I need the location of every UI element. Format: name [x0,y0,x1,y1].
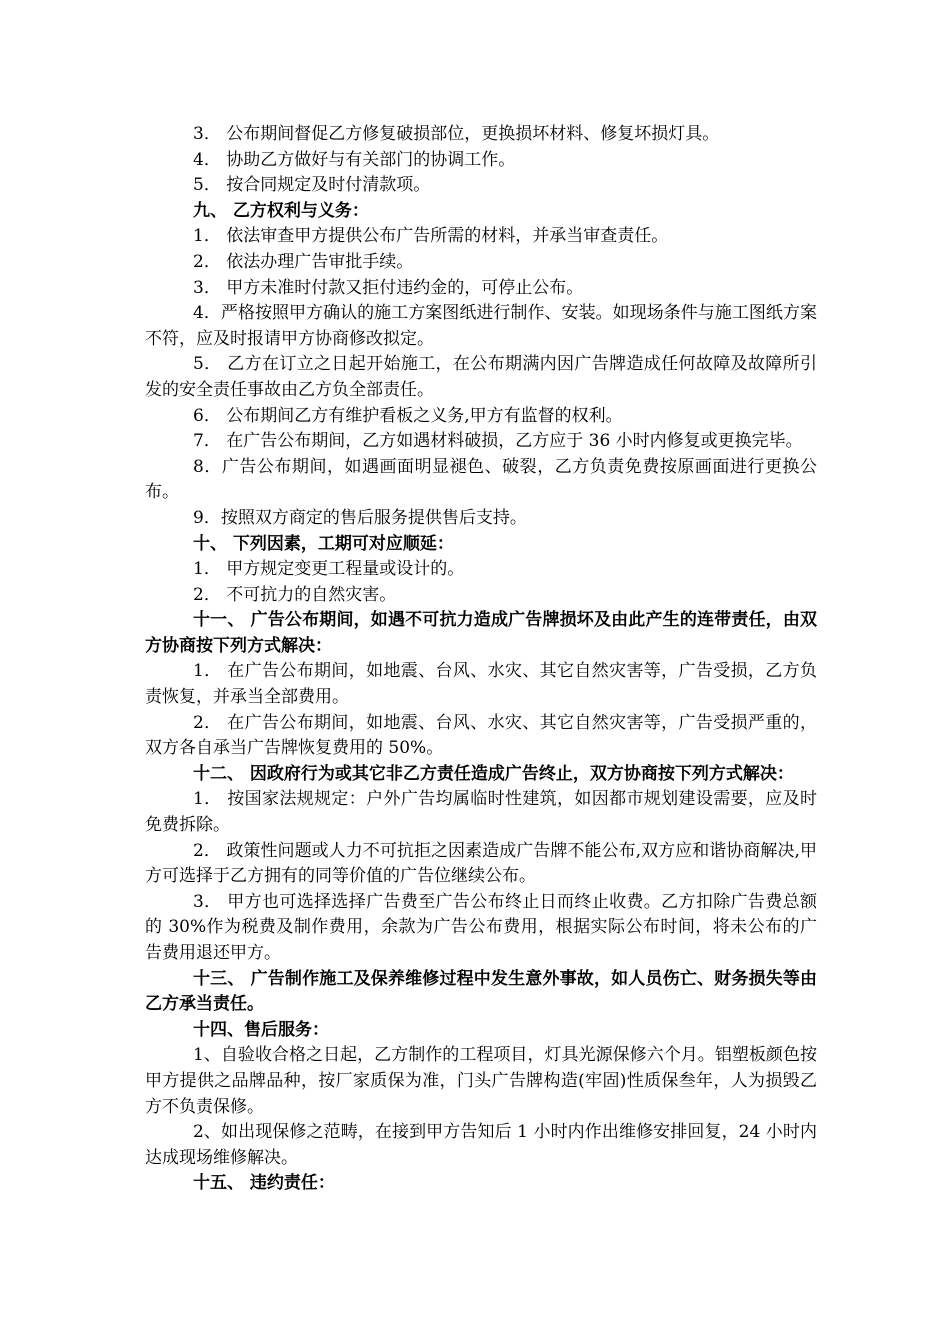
paragraph: 2． 政策性问题或人力不可抗拒之因素造成广告牌不能公布,双方应和谐协商解决,甲方可选择于乙方拥有的同等价值的广告位继续公布。 [145,840,817,887]
section-heading: 十二、 因政府行为或其它非乙方责任造成广告终止，双方协商按下列方式解决： [193,763,794,784]
section-heading: 十一、 广告公布期间，如遇不可抗力造成广告牌损坏及由此产生的连带责任，由双方协商按下列方式解决： [145,610,817,656]
paragraph: 4．严格按照甲方确认的施工方案图纸进行制作、安装。如现场条件与施工图纸方案不符，应及时报请甲方协商修改拟定。 [145,303,817,349]
paragraph: 2． 在广告公布期间，如地震、台风、水灾、其它自然灾害等，广告受损严重的，双方各自承当广告牌恢复费用的 50%。 [145,712,817,759]
section-heading: 十、 下列因素，工期可对应顺延： [193,533,454,554]
paragraph: 5． 按合同规定及时付清款项。 [193,175,431,196]
paragraph: 5． 乙方在订立之日起开始施工，在公布期满内因广告牌造成任何故障及故障所引发的安全责任事故由乙方负全部责任。 [145,354,817,400]
paragraph: 1． 甲方规定变更工程量或设计的。 [193,559,465,580]
paragraph: 3． 公布期间督促乙方修复破损部位，更换损坏材料、修复坏损灯具。 [193,124,720,144]
section-heading: 九、 乙方权利与义务： [193,200,369,221]
section-heading: 十三、 广告制作施工及保养维修过程中发生意外事故，如人员伤亡、财务损失等由乙方承当责任。 [145,968,817,1015]
paragraph: 8．广告公布期间，如遇画面明显褪色、破裂，乙方负责免费按原画面进行更换公布。 [145,456,817,503]
section-heading: 十五、 违约责任： [193,1173,335,1194]
paragraph: 2． 不可抗力的自然灾害。 [193,584,397,605]
paragraph: 1． 在广告公布期间，如地震、台风、水灾、其它自然灾害等，广告受损，乙方负责恢复，并承当全部费用。 [145,661,817,708]
paragraph: 1、自验收合格之日起，乙方制作的工程项目，灯具光源保修六个月。铝塑板颜色按甲方提供之品牌品种，按厂家质保为准，门头广告牌构造(牢固)性质保叁年，人为损毁乙方不负责保修。 [145,1045,817,1117]
paragraph: 1． 依法审查甲方提供公布广告所需的材料，并承当审查责任。 [193,226,669,247]
paragraph: 1． 按国家法规规定：户外广告均属临时性建筑，如因都市规划建设需要，应及时免费拆除。 [145,789,817,836]
paragraph: 2、如出现保修之范畴，在接到甲方告知后 1 小时内作出维修安排回复，24 小时内达成现场维修解决。 [145,1122,817,1168]
paragraph: 2． 依法办理广告审批手续。 [193,251,414,272]
section-heading: 十四、售后服务： [193,1019,329,1040]
paragraph: 6． 公布期间乙方有维护看板之义务,甲方有监督的权利。 [193,405,623,426]
paragraph: 4． 协助乙方做好与有关部门的协调工作。 [193,149,516,170]
document-body [145,122,817,1197]
paragraph: 3． 甲方也可选择选择广告费至广告公布终止日而终止收费。乙方扣除广告费总额的 30%作为税费及制作费用，余款为广告公布费用，根据实际公布时间，将未公布的广告费用退还甲方。 [145,891,817,963]
paragraph: 9．按照双方商定的售后服务提供售后支持。 [193,507,527,528]
paragraph: 7． 在广告公布期间，乙方如遇材料破损，乙方应于 36 小时内修复或更换完毕。 [193,431,803,452]
paragraph: 3． 甲方未准时付款又拒付违约金的，可停止公布。 [193,277,584,298]
